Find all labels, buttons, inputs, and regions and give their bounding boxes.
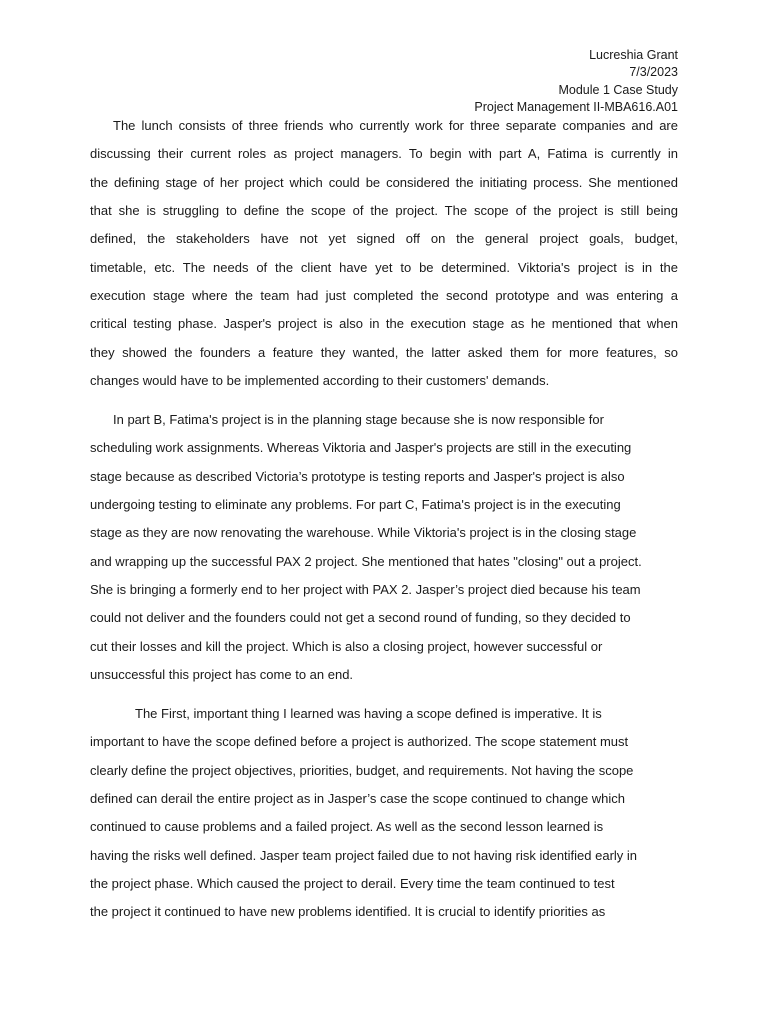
text-line: the project phase. Which caused the project to derail. Every time the team continued to test [90, 876, 615, 892]
text-line: She is bringing a formerly end to her project with PAX 2. Jasper’s project died because his team [90, 582, 641, 598]
text-line: defined can derail the entire project as in Jasper’s case the scope continued to change which [90, 791, 626, 807]
text-line: discussing their current roles as project managers. To begin with part A, Fatima is currently in [90, 146, 678, 162]
paragraph-part-a [90, 112, 678, 395]
paragraph-lessons-learned [90, 700, 678, 927]
text-line: the project it continued to have new problems identified. It is crucial to identify priorities as [90, 904, 606, 920]
paragraph-part-b-c [90, 406, 678, 689]
text-line: clearly define the project objectives, priorities, budget, and requirements. Not having the scope [90, 762, 634, 778]
text-line: The lunch consists of three friends who currently work for three separate companies and are [113, 118, 678, 133]
text-line: execution stage where the team had just completed the second prototype and was entering a [90, 288, 678, 304]
text-line: stage as they are now renovating the warehouse. While Viktoria's project is in the closing stage [90, 525, 637, 541]
assignment-title: Module 1 Case Study [558, 82, 678, 97]
text-line: they showed the founders a feature they wanted, the latter asked them for more features, so [90, 344, 678, 360]
text-line: and wrapping up the successful PAX 2 project. She mentioned that hates "closing" out a project. [90, 553, 642, 569]
text-line: stage because as described Victoria’s prototype is testing reports and Jasper's project is also [90, 468, 625, 484]
text-line: the defining stage of her project which could be considered the initiating process. She mentioned [90, 174, 678, 190]
text-line: scheduling work assignments. Whereas Viktoria and Jasper's projects are still in the executing [90, 440, 632, 456]
text-line: changes would have to be implemented according to their customers' demands. [90, 373, 550, 389]
text-line: In part B, Fatima's project is in the planning stage because she is now responsible for [113, 412, 604, 427]
text-line: cut their losses and kill the project. Which is also a closing project, however successful or [90, 638, 603, 654]
text-line: unsuccessful this project has come to an end. [90, 667, 354, 683]
document-header [474, 47, 678, 116]
text-line: important to have the scope defined before a project is authorized. The scope statement must [90, 734, 629, 750]
text-line: defined, the stakeholders have not yet signed off on the general project goals, budget, [90, 231, 678, 247]
text-line: having the risks well defined. Jasper team project failed due to not having risk identified early in [90, 847, 638, 863]
document-date: 7/3/2023 [629, 65, 678, 80]
text-line: The First, important thing I learned was having a scope defined is imperative. It is [135, 706, 602, 721]
author-name: Lucreshia Grant [589, 48, 678, 62]
text-line: that she is struggling to define the scope of the project. The scope of the project is still being [90, 203, 678, 219]
text-line: critical testing phase. Jasper's project is also in the execution stage as he mentioned that when [90, 316, 678, 332]
course-name: Project Management II-MBA616.A01 [474, 99, 678, 114]
text-line: timetable, etc. The needs of the client have yet to be determined. Viktoria's project is in the [90, 259, 678, 275]
text-line: continued to cause problems and a failed project. As well as the second lesson learned is [90, 819, 604, 835]
text-line: could not deliver and the founders could not get a second round of funding, so they decided to [90, 610, 631, 626]
text-line: undergoing testing to eliminate any problems. For part C, Fatima's project is in the executing [90, 497, 621, 513]
